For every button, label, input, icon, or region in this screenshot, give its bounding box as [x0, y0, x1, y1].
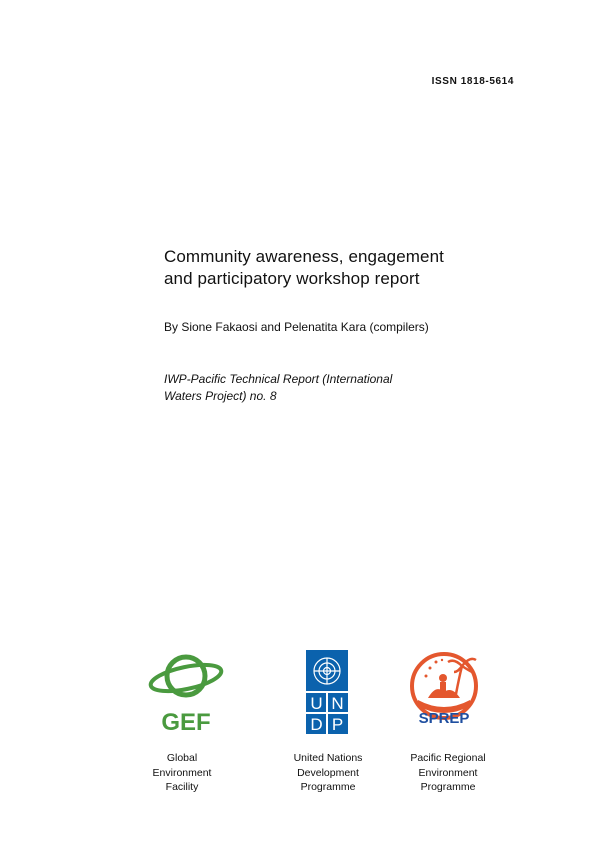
undp-letter-u: U	[310, 694, 323, 713]
undp-caption-line: United Nations	[293, 752, 363, 764]
gef-caption-line: Environment	[152, 766, 212, 779]
un-emblem-icon	[314, 658, 340, 684]
undp-letter-n: N	[331, 694, 344, 713]
sprep-caption-line: Pacific Regional	[410, 752, 486, 764]
gef-caption	[127, 751, 237, 795]
report-title	[164, 246, 504, 290]
gef-logo	[146, 648, 226, 734]
issn-number: ISSN 1818-5614	[431, 76, 514, 87]
gef-logo-text: GEF	[161, 709, 211, 734]
gef-caption-line: Global	[166, 752, 198, 764]
sprep-caption-line: Environment	[418, 766, 478, 779]
gef-globe-icon	[148, 657, 223, 696]
undp-letter-d: D	[310, 715, 323, 734]
undp-caption-line: Development	[297, 766, 359, 779]
sprep-caption-line: Programme	[420, 781, 476, 793]
undp-letter-p: P	[331, 715, 344, 734]
undp-logo	[306, 650, 348, 734]
sprep-logo	[406, 648, 482, 728]
undp-caption-line: Programme	[300, 781, 356, 793]
sprep-logo-text: SPREP	[418, 710, 470, 727]
report-authors: By Sione Fakaosi and Pelenatita Kara (compilers)	[164, 320, 429, 334]
gef-caption-line: Facility	[165, 781, 199, 793]
undp-caption	[273, 751, 383, 795]
report-series-line-2: Waters Project) no. 8	[164, 389, 277, 403]
sprep-caption	[393, 751, 503, 795]
sprep-island-icon	[412, 654, 476, 718]
report-series-line-1: IWP-Pacific Technical Report (International	[164, 372, 393, 386]
report-title-line-2: and participatory workshop report	[164, 269, 420, 288]
report-title-line-1: Community awareness, engagement	[164, 247, 444, 266]
report-series	[164, 371, 484, 405]
